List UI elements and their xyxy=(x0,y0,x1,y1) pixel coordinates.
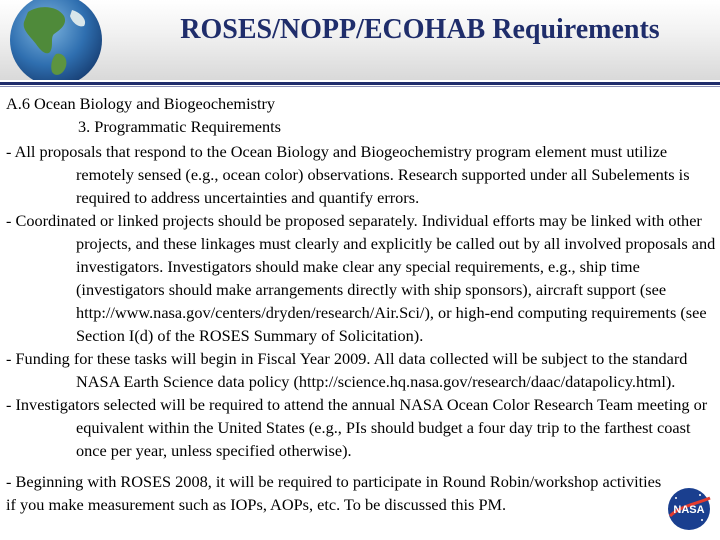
slide-header xyxy=(0,0,720,80)
slide-title: ROSES/NOPP/ECOHAB Requirements xyxy=(180,14,660,45)
requirement-bullet: - All proposals that respond to the Ocean Biology and Biogeochemistry program element must utilize remotely sensed (e.g., ocean color) observations. Research supported under all Subelements is required to address uncertainties and quantify errors. xyxy=(6,142,690,207)
nasa-logo xyxy=(666,486,712,532)
section-subheading: 3. Programmatic Requirements xyxy=(78,117,282,136)
requirement-bullet: - Coordinated or linked projects should be proposed separately. Individual efforts may be linked with other projects, and these linkages must clearly and explicitly be called out by all involved proposals and investigators. Investigators should make clear any special requirements, e.g., ship time (investigators should make arrangements directly with ship sponsors), aircraft support (see http://www.nasa.gov/centers/dryden/research/Air.Sci/), or high-end computing requirements (see Section I(d) of the ROSES Summary of Solicitation). xyxy=(6,211,716,345)
requirement-bullet: - Funding for these tasks will begin in Fiscal Year 2009. All data collected will be subject to the standard NASA Earth Science data policy (http://science.hq.nasa.gov/research/daac/datapolicy.html). xyxy=(6,349,688,391)
globe-icon xyxy=(6,0,102,80)
slide-body xyxy=(6,92,718,516)
section-heading: A.6 Ocean Biology and Biogeochemistry xyxy=(6,94,276,113)
final-note: - Beginning with ROSES 2008, it will be required to participate in Round Robin/workshop activities if you make measurement such as IOPs, AOPs, etc. To be discussed this PM. xyxy=(6,472,662,514)
header-divider xyxy=(0,82,720,85)
requirement-bullet: - Investigators selected will be required to attend the annual NASA Ocean Color Research Team meeting or equivalent within the United States (e.g., PIs should budget a four day trip to the farthest coast once per year, unless specified otherwise). xyxy=(6,395,708,460)
nasa-logo-text: NASA xyxy=(673,504,705,516)
header-divider-thin xyxy=(0,86,720,87)
